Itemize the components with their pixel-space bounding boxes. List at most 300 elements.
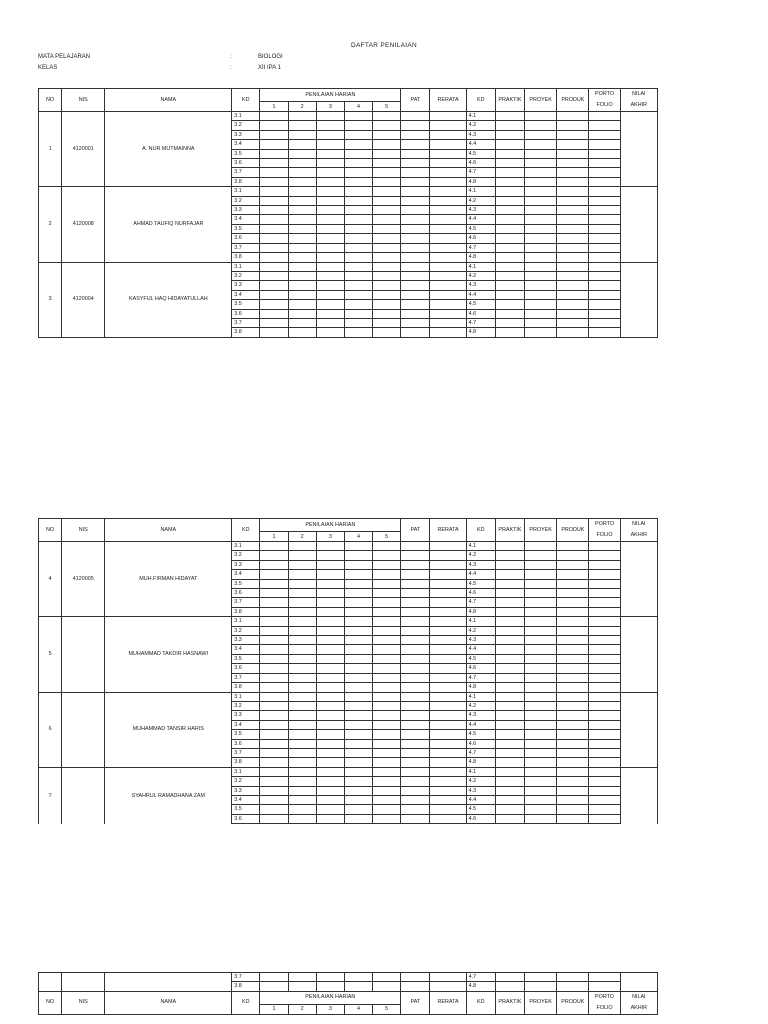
score-cell[interactable]	[316, 234, 344, 243]
score-cell[interactable]	[288, 149, 316, 158]
score-cell[interactable]	[401, 243, 430, 252]
score-cell[interactable]	[260, 973, 288, 982]
score-cell[interactable]	[373, 598, 401, 607]
score-cell[interactable]	[401, 271, 430, 280]
score-cell[interactable]	[589, 281, 620, 290]
score-cell[interactable]	[525, 607, 557, 616]
score-cell[interactable]	[589, 795, 620, 804]
score-cell[interactable]	[557, 589, 589, 598]
score-cell[interactable]	[344, 673, 372, 682]
score-cell[interactable]	[344, 786, 372, 795]
score-cell[interactable]	[589, 777, 620, 786]
score-cell[interactable]	[316, 168, 344, 177]
score-cell[interactable]	[430, 560, 466, 569]
score-cell[interactable]	[260, 701, 288, 710]
score-cell[interactable]	[430, 617, 466, 626]
score-cell[interactable]	[557, 168, 589, 177]
score-cell[interactable]	[316, 253, 344, 262]
score-cell[interactable]	[525, 112, 557, 121]
score-cell[interactable]	[288, 795, 316, 804]
score-cell[interactable]	[344, 309, 372, 318]
score-cell[interactable]	[288, 786, 316, 795]
score-cell[interactable]	[401, 187, 430, 196]
score-cell[interactable]	[401, 570, 430, 579]
score-cell[interactable]	[373, 281, 401, 290]
score-cell[interactable]	[430, 767, 466, 776]
score-cell[interactable]	[430, 739, 466, 748]
score-cell[interactable]	[288, 626, 316, 635]
score-cell[interactable]	[525, 253, 557, 262]
score-cell[interactable]	[495, 253, 524, 262]
score-cell[interactable]	[344, 271, 372, 280]
score-cell[interactable]	[589, 805, 620, 814]
score-cell[interactable]	[589, 730, 620, 739]
score-cell[interactable]	[525, 196, 557, 205]
score-cell[interactable]	[525, 234, 557, 243]
score-cell[interactable]	[344, 281, 372, 290]
score-cell[interactable]	[495, 692, 524, 701]
score-cell[interactable]	[495, 542, 524, 551]
score-cell[interactable]	[316, 542, 344, 551]
score-cell[interactable]	[589, 570, 620, 579]
score-cell[interactable]	[344, 300, 372, 309]
score-cell[interactable]	[316, 598, 344, 607]
score-cell[interactable]	[260, 720, 288, 729]
score-cell[interactable]	[589, 328, 620, 337]
score-cell[interactable]	[344, 112, 372, 121]
score-cell[interactable]	[288, 253, 316, 262]
score-cell[interactable]	[373, 560, 401, 569]
score-cell[interactable]	[288, 692, 316, 701]
score-cell[interactable]	[495, 701, 524, 710]
score-cell[interactable]	[557, 579, 589, 588]
score-cell[interactable]	[589, 149, 620, 158]
score-cell[interactable]	[344, 973, 372, 982]
score-cell[interactable]	[260, 112, 288, 121]
score-cell[interactable]	[288, 701, 316, 710]
score-cell[interactable]	[430, 805, 466, 814]
score-cell[interactable]	[260, 159, 288, 168]
score-cell[interactable]	[557, 140, 589, 149]
score-cell[interactable]	[525, 814, 557, 823]
score-cell[interactable]	[557, 664, 589, 673]
score-cell[interactable]	[344, 589, 372, 598]
score-cell[interactable]	[525, 673, 557, 682]
score-cell[interactable]	[589, 121, 620, 130]
score-cell[interactable]	[401, 589, 430, 598]
score-cell[interactable]	[316, 309, 344, 318]
score-cell[interactable]	[344, 683, 372, 692]
score-cell[interactable]	[557, 149, 589, 158]
score-cell[interactable]	[288, 551, 316, 560]
score-cell[interactable]	[373, 187, 401, 196]
score-cell[interactable]	[316, 626, 344, 635]
score-cell[interactable]	[288, 739, 316, 748]
score-cell[interactable]	[495, 720, 524, 729]
score-cell[interactable]	[589, 720, 620, 729]
score-cell[interactable]	[430, 748, 466, 757]
score-cell[interactable]	[557, 570, 589, 579]
score-cell[interactable]	[401, 560, 430, 569]
score-cell[interactable]	[288, 607, 316, 616]
score-cell[interactable]	[288, 683, 316, 692]
score-cell[interactable]	[589, 187, 620, 196]
score-cell[interactable]	[373, 290, 401, 299]
score-cell[interactable]	[373, 196, 401, 205]
score-cell[interactable]	[401, 149, 430, 158]
score-cell[interactable]	[344, 617, 372, 626]
score-cell[interactable]	[373, 973, 401, 982]
score-cell[interactable]	[589, 224, 620, 233]
score-cell[interactable]	[373, 673, 401, 682]
score-cell[interactable]	[344, 290, 372, 299]
score-cell[interactable]	[557, 206, 589, 215]
score-cell[interactable]	[525, 551, 557, 560]
score-cell[interactable]	[557, 636, 589, 645]
score-cell[interactable]	[495, 739, 524, 748]
score-cell[interactable]	[316, 730, 344, 739]
score-cell[interactable]	[401, 720, 430, 729]
score-cell[interactable]	[344, 758, 372, 767]
score-cell[interactable]	[557, 253, 589, 262]
score-cell[interactable]	[430, 328, 466, 337]
score-cell[interactable]	[316, 224, 344, 233]
score-cell[interactable]	[288, 598, 316, 607]
score-cell[interactable]	[557, 560, 589, 569]
score-cell[interactable]	[316, 196, 344, 205]
score-cell[interactable]	[495, 664, 524, 673]
score-cell[interactable]	[525, 795, 557, 804]
score-cell[interactable]	[525, 177, 557, 186]
score-cell[interactable]	[401, 777, 430, 786]
score-cell[interactable]	[557, 617, 589, 626]
score-cell[interactable]	[495, 560, 524, 569]
score-cell[interactable]	[557, 243, 589, 252]
score-cell[interactable]	[344, 645, 372, 654]
score-cell[interactable]	[344, 328, 372, 337]
score-cell[interactable]	[316, 777, 344, 786]
score-cell[interactable]	[373, 786, 401, 795]
score-cell[interactable]	[288, 758, 316, 767]
score-cell[interactable]	[344, 224, 372, 233]
score-cell[interactable]	[525, 149, 557, 158]
score-cell[interactable]	[316, 645, 344, 654]
score-cell[interactable]	[344, 739, 372, 748]
score-cell[interactable]	[344, 767, 372, 776]
score-cell[interactable]	[344, 121, 372, 130]
score-cell[interactable]	[288, 636, 316, 645]
score-cell[interactable]	[260, 982, 288, 991]
score-cell[interactable]	[525, 701, 557, 710]
score-cell[interactable]	[401, 309, 430, 318]
score-cell[interactable]	[260, 786, 288, 795]
score-cell[interactable]	[288, 579, 316, 588]
score-cell[interactable]	[525, 187, 557, 196]
score-cell[interactable]	[373, 140, 401, 149]
score-cell[interactable]	[525, 711, 557, 720]
score-cell[interactable]	[316, 683, 344, 692]
score-cell[interactable]	[495, 748, 524, 757]
score-cell[interactable]	[525, 692, 557, 701]
score-cell[interactable]	[316, 130, 344, 139]
score-cell[interactable]	[373, 767, 401, 776]
score-cell[interactable]	[316, 112, 344, 121]
score-cell[interactable]	[401, 767, 430, 776]
score-cell[interactable]	[373, 206, 401, 215]
score-cell[interactable]	[430, 149, 466, 158]
score-cell[interactable]	[316, 318, 344, 327]
score-cell[interactable]	[373, 579, 401, 588]
score-cell[interactable]	[316, 271, 344, 280]
score-cell[interactable]	[288, 112, 316, 121]
score-cell[interactable]	[344, 795, 372, 804]
score-cell[interactable]	[495, 982, 524, 991]
score-cell[interactable]	[373, 683, 401, 692]
score-cell[interactable]	[316, 149, 344, 158]
score-cell[interactable]	[401, 318, 430, 327]
score-cell[interactable]	[401, 140, 430, 149]
score-cell[interactable]	[589, 683, 620, 692]
score-cell[interactable]	[401, 224, 430, 233]
score-cell[interactable]	[401, 234, 430, 243]
score-cell[interactable]	[401, 551, 430, 560]
score-cell[interactable]	[316, 579, 344, 588]
score-cell[interactable]	[344, 636, 372, 645]
score-cell[interactable]	[288, 720, 316, 729]
score-cell[interactable]	[316, 701, 344, 710]
score-cell[interactable]	[557, 982, 589, 991]
score-cell[interactable]	[316, 654, 344, 663]
score-cell[interactable]	[288, 290, 316, 299]
score-cell[interactable]	[401, 112, 430, 121]
score-cell[interactable]	[495, 159, 524, 168]
score-cell[interactable]	[430, 758, 466, 767]
score-cell[interactable]	[525, 271, 557, 280]
score-cell[interactable]	[430, 542, 466, 551]
score-cell[interactable]	[260, 607, 288, 616]
score-cell[interactable]	[430, 786, 466, 795]
score-cell[interactable]	[288, 140, 316, 149]
score-cell[interactable]	[288, 973, 316, 982]
score-cell[interactable]	[557, 300, 589, 309]
score-cell[interactable]	[344, 626, 372, 635]
score-cell[interactable]	[589, 290, 620, 299]
score-cell[interactable]	[430, 215, 466, 224]
score-cell[interactable]	[316, 636, 344, 645]
score-cell[interactable]	[525, 560, 557, 569]
score-cell[interactable]	[557, 973, 589, 982]
score-cell[interactable]	[589, 318, 620, 327]
score-cell[interactable]	[373, 177, 401, 186]
score-cell[interactable]	[430, 234, 466, 243]
score-cell[interactable]	[260, 579, 288, 588]
score-cell[interactable]	[495, 654, 524, 663]
score-cell[interactable]	[495, 300, 524, 309]
score-cell[interactable]	[589, 243, 620, 252]
score-cell[interactable]	[589, 253, 620, 262]
score-cell[interactable]	[525, 654, 557, 663]
score-cell[interactable]	[260, 328, 288, 337]
score-cell[interactable]	[430, 243, 466, 252]
score-cell[interactable]	[495, 271, 524, 280]
score-cell[interactable]	[373, 309, 401, 318]
score-cell[interactable]	[373, 589, 401, 598]
score-cell[interactable]	[589, 177, 620, 186]
score-cell[interactable]	[557, 598, 589, 607]
score-cell[interactable]	[557, 654, 589, 663]
score-cell[interactable]	[373, 748, 401, 757]
score-cell[interactable]	[495, 683, 524, 692]
score-cell[interactable]	[525, 318, 557, 327]
score-cell[interactable]	[557, 309, 589, 318]
score-cell[interactable]	[401, 196, 430, 205]
score-cell[interactable]	[525, 626, 557, 635]
score-cell[interactable]	[525, 730, 557, 739]
score-cell[interactable]	[430, 777, 466, 786]
final-score-cell[interactable]	[620, 973, 657, 992]
score-cell[interactable]	[525, 982, 557, 991]
score-cell[interactable]	[589, 542, 620, 551]
score-cell[interactable]	[373, 215, 401, 224]
score-cell[interactable]	[344, 551, 372, 560]
score-cell[interactable]	[557, 215, 589, 224]
score-cell[interactable]	[260, 318, 288, 327]
score-cell[interactable]	[344, 570, 372, 579]
score-cell[interactable]	[430, 683, 466, 692]
score-cell[interactable]	[316, 300, 344, 309]
score-cell[interactable]	[344, 140, 372, 149]
score-cell[interactable]	[401, 262, 430, 271]
score-cell[interactable]	[495, 617, 524, 626]
score-cell[interactable]	[401, 617, 430, 626]
score-cell[interactable]	[495, 767, 524, 776]
score-cell[interactable]	[373, 720, 401, 729]
score-cell[interactable]	[344, 177, 372, 186]
score-cell[interactable]	[430, 224, 466, 233]
score-cell[interactable]	[557, 786, 589, 795]
score-cell[interactable]	[401, 814, 430, 823]
score-cell[interactable]	[373, 130, 401, 139]
score-cell[interactable]	[401, 711, 430, 720]
score-cell[interactable]	[373, 692, 401, 701]
final-score-cell[interactable]	[620, 262, 657, 337]
score-cell[interactable]	[401, 654, 430, 663]
score-cell[interactable]	[373, 739, 401, 748]
score-cell[interactable]	[525, 598, 557, 607]
score-cell[interactable]	[430, 130, 466, 139]
score-cell[interactable]	[401, 159, 430, 168]
score-cell[interactable]	[557, 177, 589, 186]
score-cell[interactable]	[401, 645, 430, 654]
score-cell[interactable]	[430, 570, 466, 579]
score-cell[interactable]	[557, 777, 589, 786]
score-cell[interactable]	[344, 701, 372, 710]
score-cell[interactable]	[557, 683, 589, 692]
score-cell[interactable]	[589, 654, 620, 663]
score-cell[interactable]	[525, 777, 557, 786]
score-cell[interactable]	[373, 243, 401, 252]
score-cell[interactable]	[589, 271, 620, 280]
score-cell[interactable]	[288, 224, 316, 233]
score-cell[interactable]	[589, 758, 620, 767]
score-cell[interactable]	[430, 290, 466, 299]
score-cell[interactable]	[557, 187, 589, 196]
score-cell[interactable]	[401, 168, 430, 177]
score-cell[interactable]	[589, 159, 620, 168]
score-cell[interactable]	[260, 758, 288, 767]
final-score-cell[interactable]	[620, 767, 657, 823]
score-cell[interactable]	[373, 542, 401, 551]
score-cell[interactable]	[557, 224, 589, 233]
score-cell[interactable]	[373, 701, 401, 710]
score-cell[interactable]	[589, 626, 620, 635]
score-cell[interactable]	[525, 786, 557, 795]
score-cell[interactable]	[401, 177, 430, 186]
score-cell[interactable]	[373, 607, 401, 616]
score-cell[interactable]	[430, 168, 466, 177]
score-cell[interactable]	[525, 290, 557, 299]
score-cell[interactable]	[557, 720, 589, 729]
score-cell[interactable]	[288, 262, 316, 271]
score-cell[interactable]	[525, 215, 557, 224]
score-cell[interactable]	[373, 271, 401, 280]
score-cell[interactable]	[589, 234, 620, 243]
score-cell[interactable]	[373, 168, 401, 177]
score-cell[interactable]	[288, 589, 316, 598]
score-cell[interactable]	[495, 224, 524, 233]
score-cell[interactable]	[589, 673, 620, 682]
score-cell[interactable]	[401, 795, 430, 804]
score-cell[interactable]	[430, 159, 466, 168]
score-cell[interactable]	[344, 579, 372, 588]
score-cell[interactable]	[288, 570, 316, 579]
score-cell[interactable]	[589, 711, 620, 720]
score-cell[interactable]	[557, 130, 589, 139]
score-cell[interactable]	[525, 683, 557, 692]
score-cell[interactable]	[589, 814, 620, 823]
score-cell[interactable]	[525, 206, 557, 215]
score-cell[interactable]	[373, 654, 401, 663]
score-cell[interactable]	[430, 692, 466, 701]
score-cell[interactable]	[495, 579, 524, 588]
score-cell[interactable]	[589, 112, 620, 121]
score-cell[interactable]	[589, 206, 620, 215]
score-cell[interactable]	[430, 711, 466, 720]
score-cell[interactable]	[344, 560, 372, 569]
score-cell[interactable]	[430, 551, 466, 560]
score-cell[interactable]	[260, 168, 288, 177]
score-cell[interactable]	[525, 748, 557, 757]
score-cell[interactable]	[373, 636, 401, 645]
score-cell[interactable]	[495, 168, 524, 177]
score-cell[interactable]	[495, 626, 524, 635]
score-cell[interactable]	[316, 140, 344, 149]
score-cell[interactable]	[260, 767, 288, 776]
score-cell[interactable]	[495, 777, 524, 786]
score-cell[interactable]	[589, 130, 620, 139]
score-cell[interactable]	[260, 730, 288, 739]
score-cell[interactable]	[589, 300, 620, 309]
score-cell[interactable]	[373, 814, 401, 823]
score-cell[interactable]	[430, 262, 466, 271]
score-cell[interactable]	[495, 290, 524, 299]
score-cell[interactable]	[260, 290, 288, 299]
score-cell[interactable]	[401, 542, 430, 551]
score-cell[interactable]	[430, 196, 466, 205]
score-cell[interactable]	[495, 711, 524, 720]
score-cell[interactable]	[430, 112, 466, 121]
score-cell[interactable]	[401, 290, 430, 299]
